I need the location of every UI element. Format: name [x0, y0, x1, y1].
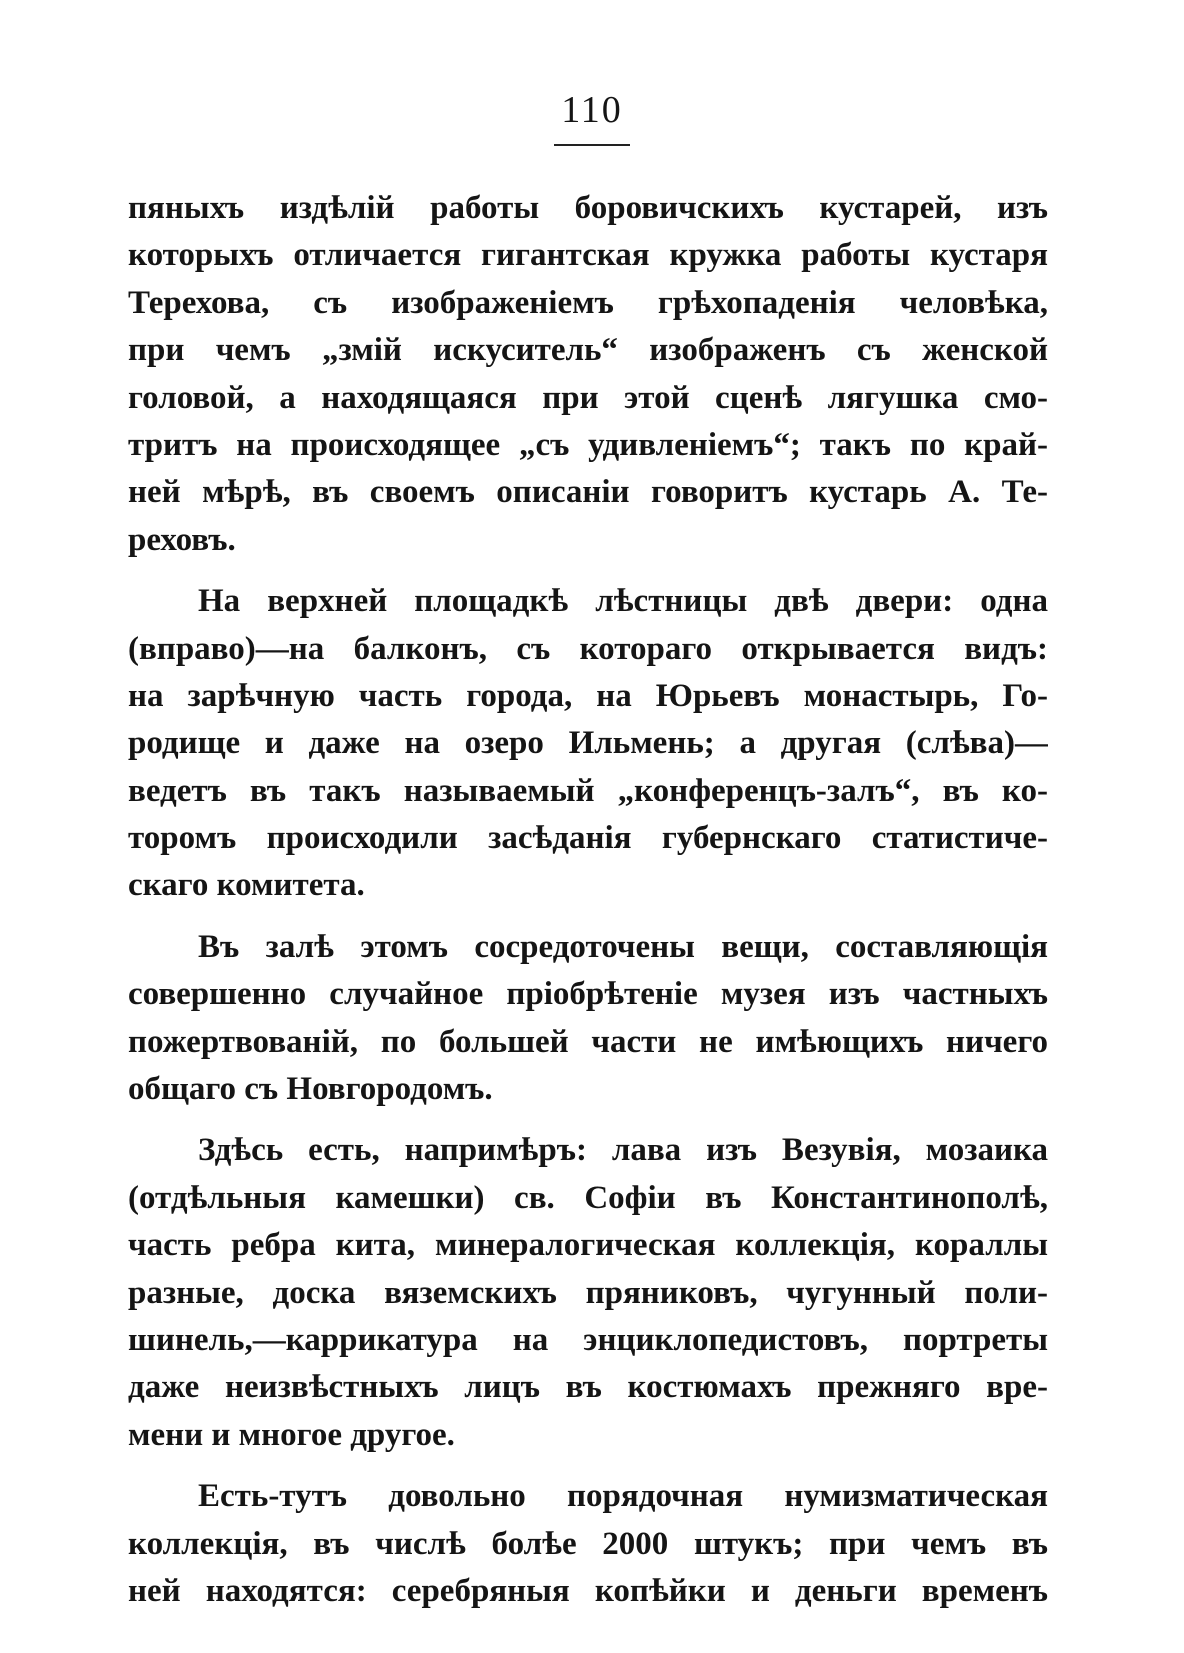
text-line: шинель,—каррикатура на энциклопедистовъ, портреты	[128, 1321, 1048, 1358]
text-line: мени и многое другое.	[128, 1416, 455, 1453]
text-line: на зарѣчную часть города, на Юрьевъ монастырь, Го-	[128, 677, 1048, 714]
text-line: скаго комитета.	[128, 867, 365, 904]
text-line: ведетъ въ такъ называемый „конференцъ-залъ“, въ ко-	[128, 772, 1048, 809]
text-line: торомъ происходили засѣданія губернскаго статистиче-	[128, 820, 1048, 857]
text-line: даже неизвѣстныхъ лицъ въ костюмахъ прежняго вре-	[128, 1369, 1048, 1406]
page-number: 110	[561, 89, 623, 131]
paragraph-first-line: Въ залѣ этомъ сосредоточены вещи, составляющія	[198, 928, 1048, 965]
text-line: пожертвованій, по большей части не имѣющихъ ничего	[128, 1023, 1048, 1060]
text-line: которыхъ отличается гигантская кружка работы кустаря	[128, 237, 1048, 274]
text-line: Терехова, съ изображеніемъ грѣхопаденія человѣка,	[128, 284, 1048, 321]
text-line: ней находятся: серебряныя копѣйки и деньги временъ	[128, 1572, 1048, 1609]
text-line: часть ребра кита, минералогическая коллекція, кораллы	[128, 1227, 1048, 1264]
page-number-rule	[554, 144, 630, 146]
paragraph-first-line: На верхней площадкѣ лѣстницы двѣ двери: одна	[198, 583, 1048, 620]
text-line: (отдѣльныя камешки) св. Софіи въ Константинополѣ,	[128, 1179, 1048, 1216]
text-line: реховъ.	[128, 521, 236, 558]
text-line: совершенно случайное пріобрѣтеніе музея изъ частныхъ	[128, 976, 1048, 1013]
text-line: при чемъ „змій искуситель“ изображенъ съ женской	[128, 332, 1048, 369]
text-line: ней мѣрѣ, въ своемъ описаніи говоритъ кустарь А. Те-	[128, 474, 1048, 511]
text-line: пяныхъ издѣлій работы боровичскихъ кустарей, изъ	[128, 190, 1048, 226]
text-line: родище и даже на озеро Ильмень; а другая (слѣва)—	[128, 725, 1048, 762]
paragraph-first-line: Есть-тутъ довольно порядочная нумизматическая	[198, 1478, 1048, 1515]
text-line: тритъ на происходящее „съ удивленіемъ“; такъ по край-	[128, 426, 1048, 463]
paragraph-first-line: Здѣсь есть, напримѣръ: лава изъ Везувія, мозаика	[198, 1132, 1048, 1169]
text-line: разные, доска вяземскихъ пряниковъ, чугунный поли-	[128, 1274, 1048, 1311]
text-line: (вправо)—на балконъ, съ котораго открывается видъ:	[128, 630, 1048, 667]
text-line: головой, а находящаяся при этой сценѣ лягушка смо-	[128, 379, 1048, 416]
body-text	[128, 185, 1048, 1615]
text-line: коллекція, въ числѣ болѣе 2000 штукъ; при чемъ въ	[128, 1525, 1048, 1562]
text-line: общаго съ Новгородомъ.	[128, 1071, 493, 1108]
